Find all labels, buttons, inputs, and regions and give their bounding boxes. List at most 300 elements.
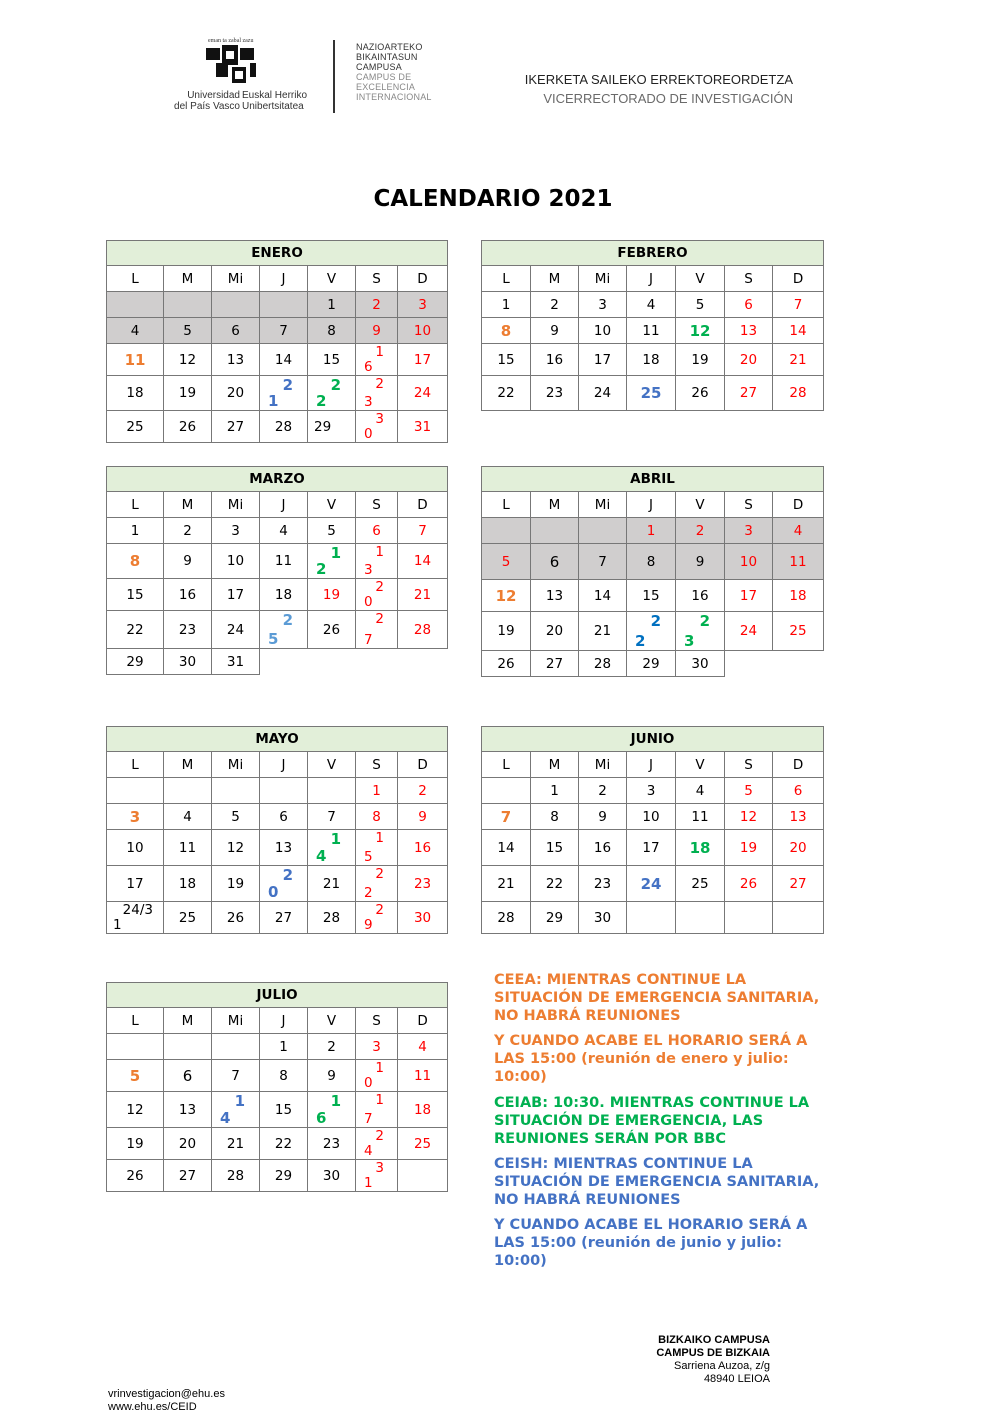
campus-line: BIKAINTASUN	[356, 52, 418, 62]
day-cell	[482, 778, 531, 804]
day-cell: 21	[398, 579, 448, 611]
day-cell: 10	[398, 318, 448, 344]
day-cell: 28	[308, 902, 356, 934]
day-cell: 26	[212, 902, 260, 934]
day-cell: 9	[164, 544, 212, 579]
day-cell: 28	[398, 611, 448, 649]
day-cell: 14	[260, 344, 308, 376]
weekday-label: D	[398, 492, 448, 518]
day-cell: 31	[212, 649, 260, 675]
day-cell: 8	[531, 804, 579, 830]
note-ceish: CEISH: MIENTRAS CONTINUE LA SITUACIÓN DE EMERGENCIA SANITARIA, NO HABRÁ REUNIONES	[494, 1156, 820, 1208]
day-cell: 19	[107, 1128, 164, 1160]
weekday-label: Mi	[579, 266, 627, 292]
weekday-label: M	[164, 492, 212, 518]
day-cell: 13	[725, 318, 773, 344]
weekday-label: J	[260, 492, 308, 518]
day-cell: 28	[579, 651, 627, 677]
day-cell: 3	[356, 1034, 398, 1060]
month-header: JUNIO	[482, 727, 824, 752]
footer-web[interactable]: www.ehu.es/CEID	[108, 1401, 197, 1413]
weekday-label: L	[482, 492, 531, 518]
day-cell: 1	[531, 778, 579, 804]
day-cell: 14	[398, 544, 448, 579]
month-header: JULIO	[107, 983, 448, 1008]
footer-address	[656, 1334, 770, 1386]
day-cell: 10	[107, 830, 164, 866]
day-cell: 19	[676, 344, 725, 376]
day-cell: 25	[164, 902, 212, 934]
day-cell: 7	[579, 544, 627, 580]
empty-cell	[260, 649, 308, 675]
day-cell: 20	[164, 1128, 212, 1160]
day-cell: 10	[212, 544, 260, 579]
day-cell: 21	[212, 1128, 260, 1160]
day-cell: 5	[725, 778, 773, 804]
day-cell	[260, 292, 308, 318]
day-cell: 17	[107, 866, 164, 902]
day-cell: 11	[627, 318, 676, 344]
weekday-label: V	[308, 752, 356, 778]
university-logo	[140, 38, 330, 118]
day-cell: 7	[773, 292, 824, 318]
day-cell: 7	[212, 1060, 260, 1092]
day-cell: 24	[579, 376, 627, 411]
day-cell: 20	[212, 376, 260, 411]
day-cell: 13	[531, 580, 579, 612]
day-cell: 25	[107, 411, 164, 443]
day-cell: 8	[260, 1060, 308, 1092]
day-cell: 8	[308, 318, 356, 344]
day-cell: 13	[773, 804, 824, 830]
logo-text-es-2: del País Vasco	[174, 101, 240, 112]
day-cell: 21	[579, 612, 627, 651]
day-cell: 1	[627, 518, 676, 544]
day-cell: 27	[164, 1160, 212, 1192]
empty-cell	[725, 651, 773, 677]
day-cell-ceea: 5	[107, 1060, 164, 1092]
day-cell: 29	[531, 902, 579, 934]
day-cell: 30	[676, 651, 725, 677]
day-cell: 22	[531, 866, 579, 902]
weekday-label: L	[107, 752, 164, 778]
day-cell: 18	[107, 376, 164, 411]
note-ceea-schedule: Y CUANDO ACABE EL HORARIO SERÁ A LAS 15:00 (reunión de enero y julio: 10:00)	[494, 1033, 808, 1085]
weekday-label: Mi	[579, 492, 627, 518]
day-cell: 29	[627, 651, 676, 677]
day-cell: 30	[579, 902, 627, 934]
day-cell: 9	[531, 318, 579, 344]
day-cell: 24	[212, 611, 260, 649]
day-cell: 28	[212, 1160, 260, 1192]
day-cell: 16	[164, 579, 212, 611]
day-cell: 28	[260, 411, 308, 443]
day-cell: 22	[482, 376, 531, 411]
day-cell: 13	[164, 1092, 212, 1128]
day-cell: 2 4	[356, 1128, 398, 1160]
day-cell-ceea: 7	[482, 804, 531, 830]
day-cell: 17	[627, 830, 676, 866]
weekday-label: D	[398, 266, 448, 292]
day-cell	[260, 778, 308, 804]
day-cell: 21	[308, 866, 356, 902]
day-cell: 1 7	[356, 1092, 398, 1128]
day-cell: 9	[398, 804, 448, 830]
footer-campus-es: CAMPUS DE BIZKAIA	[656, 1347, 770, 1359]
day-cell	[107, 778, 164, 804]
weekday-label: M	[164, 266, 212, 292]
day-cell-ceiab: 2 2	[308, 376, 356, 411]
calendar-julio	[106, 982, 448, 1192]
footer-city: 48940 LEIOA	[703, 1373, 770, 1385]
day-cell: 26	[308, 611, 356, 649]
day-cell: 6	[725, 292, 773, 318]
day-cell-ceish: 2 0	[260, 866, 308, 902]
day-cell: 2 9	[356, 902, 398, 934]
day-cell: 15	[308, 344, 356, 376]
day-cell: 1	[308, 292, 356, 318]
calendar-abril	[481, 466, 824, 677]
day-cell: 3	[579, 292, 627, 318]
empty-cell	[308, 649, 356, 675]
day-cell: 18	[773, 580, 824, 612]
day-cell: 18	[164, 866, 212, 902]
day-cell: 7	[260, 318, 308, 344]
day-cell: 3	[212, 518, 260, 544]
day-cell-ceiab: 18	[676, 830, 725, 866]
day-cell: 27	[531, 651, 579, 677]
day-cell: 13	[212, 344, 260, 376]
day-cell: 12	[164, 344, 212, 376]
day-cell	[627, 902, 676, 934]
campus-excellence-logo	[356, 42, 432, 102]
weekday-label: L	[107, 1008, 164, 1034]
weekday-label: D	[398, 752, 448, 778]
day-cell: 4	[260, 518, 308, 544]
day-cell: 1	[260, 1034, 308, 1060]
day-cell: 20	[773, 830, 824, 866]
day-cell: 5	[308, 518, 356, 544]
department-basque: IKERKETA SAILEKO ERREKTOREORDETZA	[524, 72, 793, 87]
day-cell: 5	[164, 318, 212, 344]
day-cell: 2 2	[356, 866, 398, 902]
day-cell: 3	[398, 292, 448, 318]
day-cell: 15	[627, 580, 676, 612]
day-cell: 4	[627, 292, 676, 318]
calendar-mayo	[106, 726, 448, 934]
weekday-label: S	[356, 1008, 398, 1034]
day-cell-ceea: 8	[107, 544, 164, 579]
day-cell: 10	[627, 804, 676, 830]
day-cell	[107, 1034, 164, 1060]
day-cell: 30	[398, 902, 448, 934]
day-cell: 26	[725, 866, 773, 902]
day-cell: 26	[107, 1160, 164, 1192]
day-cell-ceea: 11	[107, 344, 164, 376]
weekday-label: L	[482, 266, 531, 292]
day-cell	[212, 778, 260, 804]
weekday-label: Mi	[212, 266, 260, 292]
calendar-junio	[481, 726, 824, 934]
day-cell: 27	[725, 376, 773, 411]
note-ceea: CEEA: MIENTRAS CONTINUE LA SITUACIÓN DE EMERGENCIA SANITARIA, NO HABRÁ REUNIONES	[494, 972, 820, 1024]
day-cell: 26	[482, 651, 531, 677]
month-header: ABRIL	[482, 467, 824, 492]
page-title: CALENDARIO 2021	[373, 186, 613, 212]
day-cell: 11	[398, 1060, 448, 1092]
campus-line: CAMPUS DE	[356, 72, 412, 82]
day-cell-ceish: 24	[627, 866, 676, 902]
weekday-label: V	[676, 752, 725, 778]
day-cell: 8	[356, 804, 398, 830]
month-header: MAYO	[107, 727, 448, 752]
day-cell: 20	[725, 344, 773, 376]
logo-text-eu-2: Unibertsitatea	[242, 101, 304, 112]
day-cell: 28	[482, 902, 531, 934]
day-cell-ceea: 8	[482, 318, 531, 344]
day-cell	[676, 902, 725, 934]
day-cell-ceiab: 1 4	[308, 830, 356, 866]
day-cell: 4	[164, 804, 212, 830]
day-cell: 5	[212, 804, 260, 830]
weekday-label: J	[260, 752, 308, 778]
footer-email[interactable]: vrinvestigacion@ehu.es	[108, 1388, 225, 1400]
day-cell: 22	[260, 1128, 308, 1160]
empty-cell	[398, 649, 448, 675]
day-cell: 24	[725, 612, 773, 651]
day-cell: 11	[773, 544, 824, 580]
day-cell: 16	[676, 580, 725, 612]
day-cell: 12	[725, 804, 773, 830]
day-cell	[212, 1034, 260, 1060]
day-cell	[398, 1160, 448, 1192]
day-cell: 2	[676, 518, 725, 544]
day-cell: 19	[482, 612, 531, 651]
weekday-label: V	[676, 492, 725, 518]
day-cell: 15	[482, 344, 531, 376]
day-cell: 21	[482, 866, 531, 902]
day-cell: 6	[531, 544, 579, 580]
day-cell: 25	[398, 1128, 448, 1160]
weekday-label: D	[773, 266, 824, 292]
day-cell-ceiab: 1 2	[308, 544, 356, 579]
day-cell: 9	[579, 804, 627, 830]
weekday-label: J	[260, 1008, 308, 1034]
weekday-label: V	[308, 492, 356, 518]
day-cell	[308, 778, 356, 804]
weekday-label: Mi	[579, 752, 627, 778]
calendar-enero	[106, 240, 448, 443]
day-cell-ceea: 3	[107, 804, 164, 830]
day-cell: 6	[164, 1060, 212, 1092]
day-cell	[107, 292, 164, 318]
day-cell: 2	[579, 778, 627, 804]
day-cell: 2	[398, 778, 448, 804]
day-cell	[482, 518, 531, 544]
day-cell: 30	[164, 649, 212, 675]
day-cell: 12	[107, 1092, 164, 1128]
weekday-label: L	[107, 266, 164, 292]
day-cell: 16	[579, 830, 627, 866]
day-cell: 27	[212, 411, 260, 443]
weekday-label: M	[164, 1008, 212, 1034]
weekday-label: S	[356, 266, 398, 292]
day-cell	[725, 902, 773, 934]
day-cell	[164, 292, 212, 318]
day-cell: 14	[773, 318, 824, 344]
day-cell: 15	[107, 579, 164, 611]
weekday-label: V	[676, 266, 725, 292]
day-cell: 1	[107, 518, 164, 544]
day-cell: 18	[260, 579, 308, 611]
day-cell: 28	[773, 376, 824, 411]
day-cell: 11	[676, 804, 725, 830]
day-cell-ceea: 12	[482, 580, 531, 612]
day-cell-ceiab: 1 6	[308, 1092, 356, 1128]
day-cell-ceish: 2 2	[627, 612, 676, 651]
day-cell: 19	[164, 376, 212, 411]
day-cell	[212, 292, 260, 318]
weekday-label: Mi	[212, 492, 260, 518]
day-cell: 17	[725, 580, 773, 612]
day-cell: 23	[531, 376, 579, 411]
weekday-label: L	[482, 752, 531, 778]
day-cell: 9	[676, 544, 725, 580]
weekday-label: S	[356, 752, 398, 778]
month-header: MARZO	[107, 467, 448, 492]
day-cell: 14	[579, 580, 627, 612]
day-cell: 6	[356, 518, 398, 544]
day-cell: 24	[398, 376, 448, 411]
weekday-label: M	[531, 492, 579, 518]
day-cell: 27	[260, 902, 308, 934]
weekday-label: Mi	[212, 752, 260, 778]
day-cell: 12	[212, 830, 260, 866]
month-header: FEBRERO	[482, 241, 824, 266]
day-cell: 1 5	[356, 830, 398, 866]
day-cell: 2 0	[356, 579, 398, 611]
day-cell: 19	[308, 579, 356, 611]
footer-campus-eu: BIZKAIKO CAMPUSA	[658, 1334, 770, 1346]
day-cell	[164, 1034, 212, 1060]
day-cell: 2	[356, 292, 398, 318]
day-cell: 5	[676, 292, 725, 318]
day-cell: 23	[308, 1128, 356, 1160]
day-cell: 1 3	[356, 544, 398, 579]
day-cell: 6	[260, 804, 308, 830]
note-ceiab: CEIAB: 10:30. MIENTRAS CONTINUE LA SITUACIÓN DE EMERGENCIA, LAS REUNIONES SERÁN POR BBC	[494, 1095, 810, 1147]
day-cell: 1	[356, 778, 398, 804]
weekday-label: J	[627, 266, 676, 292]
day-cell: 7	[308, 804, 356, 830]
weekday-label: M	[531, 266, 579, 292]
day-cell: 4	[676, 778, 725, 804]
day-cell: 10	[579, 318, 627, 344]
day-cell: 9	[356, 318, 398, 344]
weekday-label: D	[398, 1008, 448, 1034]
day-cell: 24/3 1	[107, 902, 164, 934]
day-cell: 23	[398, 866, 448, 902]
weekday-label: L	[107, 492, 164, 518]
day-cell: 9	[308, 1060, 356, 1092]
day-cell: 16	[398, 830, 448, 866]
logo-emblem-icon	[204, 45, 260, 87]
weekday-label: M	[531, 752, 579, 778]
day-cell: 21	[773, 344, 824, 376]
day-cell: 2 3	[356, 376, 398, 411]
day-cell: 3 1	[356, 1160, 398, 1192]
day-cell	[164, 778, 212, 804]
day-cell: 25	[773, 612, 824, 651]
day-cell: 1	[482, 292, 531, 318]
day-cell: 17	[212, 579, 260, 611]
footer-contact	[108, 1388, 225, 1414]
day-cell: 15	[531, 830, 579, 866]
day-cell	[531, 518, 579, 544]
day-cell: 26	[164, 411, 212, 443]
logo-text-eu-1: Euskal Herriko	[242, 90, 308, 101]
day-cell: 14	[482, 830, 531, 866]
day-cell-ceiab: 2 3	[676, 612, 725, 651]
logo-tagline: eman ta zabal zazu	[208, 38, 254, 44]
note-ceish-schedule: Y CUANDO ACABE EL HORARIO SERÁ A LAS 15:00 (reunión de junio y julio: 10:00)	[494, 1217, 808, 1269]
logo-text-es-1: Universidad	[187, 90, 240, 101]
day-cell: 26	[676, 376, 725, 411]
weekday-label: V	[308, 266, 356, 292]
day-cell: 16	[531, 344, 579, 376]
day-cell	[579, 518, 627, 544]
month-header: ENERO	[107, 241, 448, 266]
day-cell-ceish: 2 5	[260, 611, 308, 649]
weekday-label: S	[356, 492, 398, 518]
day-cell: 23	[164, 611, 212, 649]
calendar-marzo	[106, 466, 448, 675]
footer-street: Sarriena Auzoa, z/g	[673, 1360, 770, 1372]
day-cell-ceiab: 12	[676, 318, 725, 344]
day-cell: 30	[308, 1160, 356, 1192]
calendar-febrero	[481, 240, 824, 411]
day-cell: 7	[398, 518, 448, 544]
day-cell: 6	[212, 318, 260, 344]
weekday-label: V	[308, 1008, 356, 1034]
weekday-label: S	[725, 266, 773, 292]
day-cell: 15	[260, 1092, 308, 1128]
day-cell: 31	[398, 411, 448, 443]
day-cell: 20	[531, 612, 579, 651]
day-cell: 23	[579, 866, 627, 902]
day-cell: 29	[308, 411, 356, 443]
empty-cell	[356, 649, 398, 675]
weekday-label: D	[773, 752, 824, 778]
campus-line: EXCELENCIA	[356, 82, 416, 92]
day-cell: 29	[107, 649, 164, 675]
weekday-label: S	[725, 752, 773, 778]
day-cell: 17	[398, 344, 448, 376]
day-cell: 8	[627, 544, 676, 580]
weekday-label: D	[773, 492, 824, 518]
day-cell: 4	[107, 318, 164, 344]
day-cell: 1 0	[356, 1060, 398, 1092]
day-cell: 5	[482, 544, 531, 580]
weekday-label: J	[260, 266, 308, 292]
day-cell: 17	[579, 344, 627, 376]
day-cell: 18	[398, 1092, 448, 1128]
day-cell: 3	[627, 778, 676, 804]
day-cell: 11	[164, 830, 212, 866]
day-cell	[773, 902, 824, 934]
day-cell: 29	[260, 1160, 308, 1192]
day-cell: 2	[531, 292, 579, 318]
